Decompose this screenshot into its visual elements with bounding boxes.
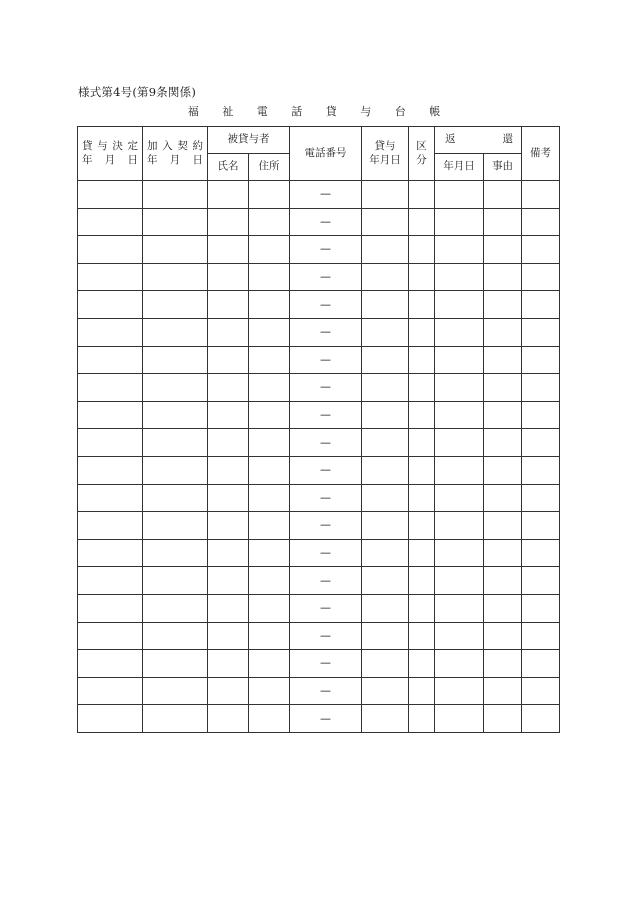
phone-dash: — (320, 297, 331, 311)
return-reason-cell[interactable] (484, 291, 522, 319)
header-category (409, 127, 435, 181)
category-cell[interactable] (409, 484, 435, 512)
return-reason-cell[interactable] (484, 456, 522, 484)
loan-decision-date-cell[interactable] (78, 567, 143, 595)
return-date-cell[interactable] (435, 291, 484, 319)
borrower-address-cell[interactable] (249, 429, 290, 457)
return-date-cell[interactable] (435, 705, 484, 733)
return-reason-cell[interactable] (484, 567, 522, 595)
loan-decision-date-cell[interactable] (78, 484, 143, 512)
subscription-date-cell[interactable] (143, 236, 208, 264)
phone-dash: — (320, 407, 331, 421)
char: 分 (416, 153, 427, 166)
table-row (78, 374, 560, 402)
borrower-address-cell[interactable] (249, 512, 290, 540)
loan-date-cell[interactable] (362, 650, 409, 678)
loan-decision-date-cell[interactable] (78, 291, 143, 319)
return-date-cell[interactable] (435, 594, 484, 622)
phone-number-cell[interactable] (290, 539, 362, 567)
return-date-cell[interactable] (435, 677, 484, 705)
borrower-address-cell[interactable] (249, 484, 290, 512)
remarks-cell[interactable] (522, 456, 560, 484)
category-cell[interactable] (409, 291, 435, 319)
return-date-cell[interactable] (435, 512, 484, 540)
category-cell[interactable] (409, 429, 435, 457)
table-row (78, 291, 560, 319)
char: 契 (177, 140, 188, 153)
return-date-cell[interactable] (435, 208, 484, 236)
phone-number-cell[interactable] (290, 594, 362, 622)
table-row (78, 429, 560, 457)
return-date-cell[interactable] (435, 484, 484, 512)
phone-dash: — (320, 325, 331, 339)
char: 日 (192, 153, 203, 166)
phone-number-cell[interactable] (290, 263, 362, 291)
phone-number-cell[interactable] (290, 208, 362, 236)
loan-date-cell[interactable] (362, 263, 409, 291)
loan-date-cell[interactable] (362, 512, 409, 540)
borrower-name-cell[interactable] (208, 567, 249, 595)
return-reason-cell[interactable] (484, 677, 522, 705)
phone-dash: — (320, 601, 331, 615)
borrower-address-cell[interactable] (249, 208, 290, 236)
header-subscription-line1 (143, 140, 207, 153)
category-cell[interactable] (409, 594, 435, 622)
loan-decision-date-cell[interactable] (78, 236, 143, 264)
remarks-cell[interactable] (522, 567, 560, 595)
header-row-1 (78, 127, 560, 154)
table-row (78, 567, 560, 595)
phone-dash: — (320, 463, 331, 477)
remarks-cell[interactable] (522, 401, 560, 429)
category-cell[interactable] (409, 705, 435, 733)
phone-number-cell[interactable] (290, 181, 362, 209)
phone-number-cell[interactable] (290, 677, 362, 705)
category-cell[interactable] (409, 208, 435, 236)
subscription-date-cell[interactable] (143, 429, 208, 457)
subscription-date-cell[interactable] (143, 181, 208, 209)
phone-dash: — (320, 628, 331, 642)
remarks-cell[interactable] (522, 374, 560, 402)
table-row (78, 236, 560, 264)
borrower-name-cell[interactable] (208, 181, 249, 209)
phone-number-cell[interactable] (290, 484, 362, 512)
loan-date-cell[interactable] (362, 374, 409, 402)
loan-decision-date-cell[interactable] (78, 346, 143, 374)
char: 決 (112, 140, 123, 153)
borrower-name-cell[interactable] (208, 539, 249, 567)
borrower-name-cell[interactable] (208, 208, 249, 236)
borrower-name-cell[interactable] (208, 429, 249, 457)
loan-date-cell[interactable] (362, 705, 409, 733)
phone-dash: — (320, 490, 331, 504)
table-row (78, 512, 560, 540)
phone-dash: — (320, 187, 331, 201)
phone-number-cell[interactable] (290, 374, 362, 402)
category-cell[interactable] (409, 346, 435, 374)
table-row (78, 484, 560, 512)
category-cell[interactable] (409, 567, 435, 595)
category-cell[interactable] (409, 181, 435, 209)
header-phone-number: 電話番号 (290, 127, 362, 181)
borrower-address-cell[interactable] (249, 346, 290, 374)
char: 返 (445, 133, 456, 146)
table-row (78, 650, 560, 678)
table-row (78, 456, 560, 484)
category-cell[interactable] (409, 263, 435, 291)
char: 約 (192, 140, 203, 153)
loan-date-cell[interactable] (362, 677, 409, 705)
borrower-address-cell[interactable] (249, 677, 290, 705)
return-reason-cell[interactable] (484, 512, 522, 540)
borrower-name-cell[interactable] (208, 512, 249, 540)
table-row (78, 181, 560, 209)
return-date-cell[interactable] (435, 429, 484, 457)
borrower-address-cell[interactable] (249, 263, 290, 291)
loan-decision-date-cell[interactable] (78, 512, 143, 540)
loan-date-cell[interactable] (362, 208, 409, 236)
loan-date-cell[interactable] (362, 567, 409, 595)
borrower-address-cell[interactable] (249, 622, 290, 650)
category-cell[interactable] (409, 622, 435, 650)
return-date-cell[interactable] (435, 236, 484, 264)
loan-decision-date-cell[interactable] (78, 622, 143, 650)
borrower-name-cell[interactable] (208, 346, 249, 374)
return-reason-cell[interactable] (484, 650, 522, 678)
return-date-cell[interactable] (435, 456, 484, 484)
category-cell[interactable] (409, 456, 435, 484)
phone-number-cell[interactable] (290, 291, 362, 319)
remarks-cell[interactable] (522, 291, 560, 319)
loan-date-cell[interactable] (362, 429, 409, 457)
loan-date-cell[interactable] (362, 484, 409, 512)
char: 月 (104, 153, 116, 166)
borrower-address-cell[interactable] (249, 181, 290, 209)
header-loan-label: 貸与 (374, 140, 396, 153)
table-row (78, 318, 560, 346)
char: 年 (82, 153, 93, 166)
table-row (78, 346, 560, 374)
char: 加 (147, 140, 158, 153)
phone-number-cell[interactable] (290, 346, 362, 374)
header-loan-decision-date (78, 127, 143, 181)
remarks-cell[interactable] (522, 539, 560, 567)
category-cell[interactable] (409, 512, 435, 540)
loan-decision-date-cell[interactable] (78, 594, 143, 622)
header-subscription-line2 (143, 154, 207, 167)
return-date-cell[interactable] (435, 650, 484, 678)
borrower-address-cell[interactable] (249, 594, 290, 622)
phone-number-cell[interactable] (290, 401, 362, 429)
borrower-address-cell[interactable] (249, 401, 290, 429)
category-cell[interactable] (409, 318, 435, 346)
phone-number-cell[interactable] (290, 567, 362, 595)
return-date-cell[interactable] (435, 374, 484, 402)
header-return-reason: 事由 (484, 154, 522, 181)
header-borrower: 被貸与者 (208, 127, 290, 154)
loan-date-cell[interactable] (362, 346, 409, 374)
table-row (78, 677, 560, 705)
subscription-date-cell[interactable] (143, 512, 208, 540)
return-reason-cell[interactable] (484, 263, 522, 291)
remarks-cell[interactable] (522, 484, 560, 512)
loan-decision-date-cell[interactable] (78, 677, 143, 705)
borrower-name-cell[interactable] (208, 318, 249, 346)
return-reason-cell[interactable] (484, 318, 522, 346)
subscription-date-cell[interactable] (143, 539, 208, 567)
remarks-cell[interactable] (522, 236, 560, 264)
loan-date-cell[interactable] (362, 236, 409, 264)
loan-date-cell[interactable] (362, 291, 409, 319)
borrower-name-cell[interactable] (208, 705, 249, 733)
header-remarks: 備考 (522, 127, 560, 181)
phone-number-cell[interactable] (290, 512, 362, 540)
return-date-cell[interactable] (435, 622, 484, 650)
category-cell[interactable] (409, 374, 435, 402)
category-cell[interactable] (409, 650, 435, 678)
subscription-date-cell[interactable] (143, 374, 208, 402)
remarks-cell[interactable] (522, 346, 560, 374)
remarks-cell[interactable] (522, 650, 560, 678)
return-reason-cell[interactable] (484, 594, 522, 622)
header-loan-date-label: 年月日 (369, 153, 401, 166)
loan-decision-date-cell[interactable] (78, 263, 143, 291)
return-date-cell[interactable] (435, 181, 484, 209)
borrower-address-cell[interactable] (249, 705, 290, 733)
loan-date-cell[interactable] (362, 456, 409, 484)
subscription-date-cell[interactable] (143, 484, 208, 512)
return-date-cell[interactable] (435, 263, 484, 291)
loan-date-cell[interactable] (362, 318, 409, 346)
category-cell[interactable] (409, 677, 435, 705)
subscription-date-cell[interactable] (143, 208, 208, 236)
remarks-cell[interactable] (522, 429, 560, 457)
borrower-address-cell[interactable] (249, 236, 290, 264)
return-reason-cell[interactable] (484, 484, 522, 512)
phone-dash: — (320, 545, 331, 559)
remarks-cell[interactable] (522, 705, 560, 733)
category-cell[interactable] (409, 539, 435, 567)
return-reason-cell[interactable] (484, 429, 522, 457)
phone-number-cell[interactable] (290, 622, 362, 650)
phone-dash: — (320, 270, 331, 284)
loan-date-cell[interactable] (362, 622, 409, 650)
borrower-address-cell[interactable] (249, 539, 290, 567)
return-date-cell[interactable] (435, 346, 484, 374)
borrower-name-cell[interactable] (208, 401, 249, 429)
remarks-cell[interactable] (522, 677, 560, 705)
loan-decision-date-cell[interactable] (78, 401, 143, 429)
phone-dash: — (320, 683, 331, 697)
loan-date-cell[interactable] (362, 401, 409, 429)
loan-decision-date-cell[interactable] (78, 539, 143, 567)
return-reason-cell[interactable] (484, 705, 522, 733)
borrower-address-cell[interactable] (249, 650, 290, 678)
remarks-cell[interactable] (522, 622, 560, 650)
subscription-date-cell[interactable] (143, 263, 208, 291)
borrower-name-cell[interactable] (208, 594, 249, 622)
loan-decision-date-cell[interactable] (78, 374, 143, 402)
subscription-date-cell[interactable] (143, 622, 208, 650)
borrower-name-cell[interactable] (208, 456, 249, 484)
phone-number-cell[interactable] (290, 429, 362, 457)
subscription-date-cell[interactable] (143, 318, 208, 346)
loan-date-cell[interactable] (362, 181, 409, 209)
borrower-name-cell[interactable] (208, 263, 249, 291)
phone-dash: — (320, 435, 331, 449)
subscription-date-cell[interactable] (143, 705, 208, 733)
borrower-address-cell[interactable] (249, 567, 290, 595)
return-date-cell[interactable] (435, 539, 484, 567)
char: 貸 (82, 140, 93, 153)
borrower-name-cell[interactable] (208, 236, 249, 264)
loan-decision-date-cell[interactable] (78, 705, 143, 733)
phone-number-cell[interactable] (290, 318, 362, 346)
phone-number-cell[interactable] (290, 236, 362, 264)
loan-date-cell[interactable] (362, 594, 409, 622)
return-date-cell[interactable] (435, 567, 484, 595)
table-row (78, 622, 560, 650)
remarks-cell[interactable] (522, 181, 560, 209)
borrower-name-cell[interactable] (208, 374, 249, 402)
table-row (78, 208, 560, 236)
phone-dash: — (320, 380, 331, 394)
phone-dash: — (320, 518, 331, 532)
char: 与 (97, 140, 108, 153)
subscription-date-cell[interactable] (143, 677, 208, 705)
subscription-date-cell[interactable] (143, 401, 208, 429)
loan-decision-date-cell[interactable] (78, 650, 143, 678)
category-cell[interactable] (409, 236, 435, 264)
return-date-cell[interactable] (435, 401, 484, 429)
header-subscription-date (143, 127, 208, 181)
phone-dash: — (320, 573, 331, 587)
borrower-name-cell[interactable] (208, 650, 249, 678)
borrower-name-cell[interactable] (208, 677, 249, 705)
table-row (78, 263, 560, 291)
remarks-cell[interactable] (522, 208, 560, 236)
loan-decision-date-cell[interactable] (78, 181, 143, 209)
header-borrower-address: 住所 (249, 154, 290, 181)
char: 還 (502, 133, 513, 146)
return-date-cell[interactable] (435, 318, 484, 346)
char: 入 (162, 140, 173, 153)
header-borrower-name: 氏名 (208, 154, 249, 181)
borrower-name-cell[interactable] (208, 622, 249, 650)
loan-decision-date-cell[interactable] (78, 208, 143, 236)
return-reason-cell[interactable] (484, 346, 522, 374)
header-loan-date (362, 127, 409, 181)
subscription-date-cell[interactable] (143, 291, 208, 319)
return-reason-cell[interactable] (484, 401, 522, 429)
subscription-date-cell[interactable] (143, 456, 208, 484)
phone-dash: — (320, 242, 331, 256)
phone-dash: — (320, 352, 331, 366)
return-reason-cell[interactable] (484, 181, 522, 209)
loan-decision-date-cell[interactable] (78, 456, 143, 484)
return-reason-cell[interactable] (484, 622, 522, 650)
loan-decision-date-cell[interactable] (78, 429, 143, 457)
header-loan-decision-line2 (78, 154, 142, 167)
phone-dash: — (320, 711, 331, 725)
phone-dash: — (320, 656, 331, 670)
table-row (78, 539, 560, 567)
subscription-date-cell[interactable] (143, 594, 208, 622)
header-loan-decision-line1 (78, 140, 142, 153)
char: 日 (127, 153, 138, 166)
table-row (78, 705, 560, 733)
borrower-address-cell[interactable] (249, 291, 290, 319)
char: 定 (127, 140, 138, 153)
borrower-address-cell[interactable] (249, 374, 290, 402)
loan-date-cell[interactable] (362, 539, 409, 567)
subscription-date-cell[interactable] (143, 567, 208, 595)
loan-decision-date-cell[interactable] (78, 318, 143, 346)
table-row (78, 594, 560, 622)
remarks-cell[interactable] (522, 594, 560, 622)
borrower-name-cell[interactable] (208, 484, 249, 512)
return-reason-cell[interactable] (484, 208, 522, 236)
table-row (78, 401, 560, 429)
ledger-table (77, 126, 560, 733)
header-return-date: 年月日 (435, 154, 484, 181)
return-reason-cell[interactable] (484, 374, 522, 402)
ledger-title: 福 祉 電 話 貸 与 台 帳 (187, 105, 451, 118)
return-reason-cell[interactable] (484, 236, 522, 264)
phone-number-cell[interactable] (290, 650, 362, 678)
return-reason-cell[interactable] (484, 539, 522, 567)
borrower-name-cell[interactable] (208, 291, 249, 319)
phone-dash: — (320, 214, 331, 228)
borrower-address-cell[interactable] (249, 456, 290, 484)
subscription-date-cell[interactable] (143, 650, 208, 678)
remarks-cell[interactable] (522, 263, 560, 291)
subscription-date-cell[interactable] (143, 346, 208, 374)
phone-number-cell[interactable] (290, 456, 362, 484)
remarks-cell[interactable] (522, 318, 560, 346)
char: 区 (416, 140, 427, 153)
char: 年 (147, 153, 158, 166)
borrower-address-cell[interactable] (249, 318, 290, 346)
form-number: 様式第4号(第9条関係) (78, 85, 197, 99)
header-return (435, 127, 522, 154)
phone-number-cell[interactable] (290, 705, 362, 733)
category-cell[interactable] (409, 401, 435, 429)
remarks-cell[interactable] (522, 512, 560, 540)
char: 月 (169, 153, 181, 166)
